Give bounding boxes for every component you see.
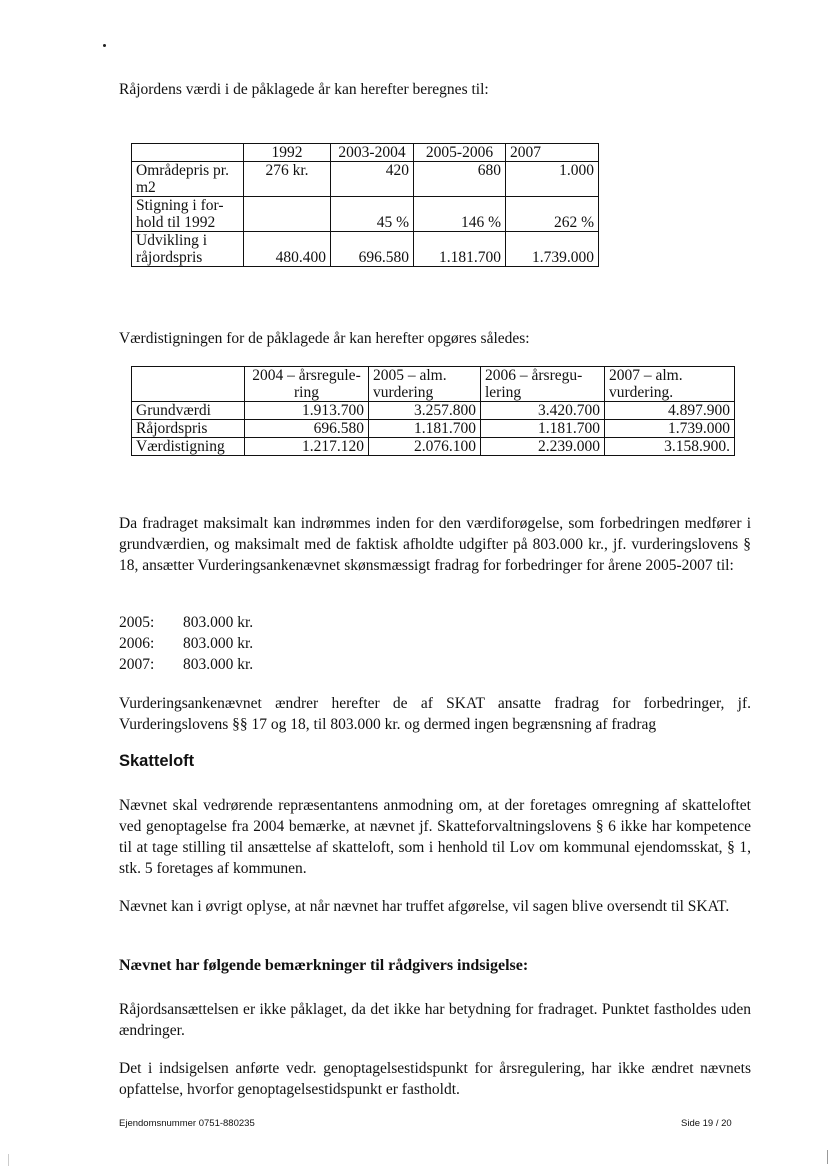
remarks-paragraph-1: Råjordsansættelsen er ikke påklaget, da det ikke har betydning for fradraget. Punktet fastholdes uden ændringer. [119,1001,751,1039]
list-item [119,633,253,654]
table-header: 2004 – årsregule-ring [245,367,369,402]
deduction-year: 2005: [119,614,155,631]
table-cell: 680 [414,162,506,197]
skatteloft-paragraph: Nævnet skal vedrørende repræsentantens anmodning om, at der foretages omregning af skatteloftet ved genoptagelse fra 2004 bemærke, at nævnet jf. Skatteforvaltningslovens § 6 ikke har kompetence til at tage stilling til ansættelse af skatteloft, som i henhold til Lov om kommunal ejendomsskat, § 1, stk. 5 foretages af kommunen. [119,797,751,877]
section-heading-skatteloft: Skatteloft [119,752,195,770]
table-cell: 1.913.700 [245,402,369,420]
table-row [132,367,735,402]
table-header: 2006 – årsregu-lering [481,367,605,402]
deduction-amount: 803.000 kr. [183,614,254,631]
scan-edge-mark [8,1154,9,1166]
list-item [119,654,253,675]
table-cell: 2.239.000 [481,438,605,456]
table-row [132,402,735,420]
table-cell: 1.739.000 [605,420,735,438]
row-label: Områdepris pr. m2 [132,162,244,197]
table-cell: 3.420.700 [481,402,605,420]
row-label: Udvikling i råjordspris [132,232,244,267]
table-cell: 1.181.700 [481,420,605,438]
table-cell: 1.181.700 [369,420,481,438]
table-cell: 1.217.120 [245,438,369,456]
table-cell: 1.181.700 [414,232,506,267]
table-cell: 2.076.100 [369,438,481,456]
table-header: 2007 – alm. vurdering. [605,367,735,402]
table-cell: 696.580 [331,232,414,267]
table-cell [132,367,245,402]
value-increase-table [131,366,735,456]
info-paragraph: Nævnet kan i øvrigt oplyse, at når nævnet har truffet afgørelse, vil sagen blive oversendt til SKAT. [119,898,730,915]
deduction-year: 2007: [119,656,155,673]
list-item [119,612,253,633]
row-label: Råjordspris [132,420,245,438]
row-label: Stigning i for-hold til 1992 [132,197,244,232]
table-row [132,162,599,197]
table-cell: 1.739.000 [506,232,599,267]
deduction-amount: 803.000 kr. [183,656,254,673]
decision-paragraph: Vurderingsankenævnet ændrer herefter de af SKAT ansatte fradrag for forbedringer, jf. Vurderingslovens §§ 17 og 18, til 803.000 kr. og dermed ingen begrænsning af fradrag [119,695,751,733]
table-cell [244,197,331,232]
table-header: 2003-2004 [331,144,414,162]
table-header: 1992 [244,144,331,162]
table-cell: 3.257.800 [369,402,481,420]
table-cell: 146 % [414,197,506,232]
table-cell: 262 % [506,197,599,232]
deduction-year: 2006: [119,635,155,652]
deduction-amount: 803.000 kr. [183,635,254,652]
table-row [132,144,599,162]
table-cell: 45 % [331,197,414,232]
table-cell: 276 kr. [244,162,331,197]
table-header: 2007 [506,144,599,162]
intro2-text: Værdistigningen for de påklagede år kan herefter opgøres således: [119,330,530,347]
table-cell: 420 [331,162,414,197]
intro-text: Råjordens værdi i de påklagede år kan herefter beregnes til: [119,81,489,98]
land-value-table [131,143,599,267]
table-row [132,438,735,456]
deduction-list [119,612,253,675]
table-cell: 4.897.900 [605,402,735,420]
table-header: 2005 – alm. vurdering [369,367,481,402]
footer-page-number: Side 19 / 20 [681,1118,732,1129]
table-cell: 1.000 [506,162,599,197]
table-cell: 696.580 [245,420,369,438]
section-heading-remarks: Nævnet har følgende bemærkninger til rådgivers indsigelse: [119,957,529,974]
remarks-paragraph-2: Det i indsigelsen anførte vedr. genoptagelsestidspunkt for årsregulering, har ikke ændret nævnets opfattelse, hvorfor genoptagelsestidspunkt er fastholdt. [119,1060,751,1098]
table-row [132,232,599,267]
scan-dot [103,44,106,47]
table-row [132,420,735,438]
table-cell: 480.400 [244,232,331,267]
scan-edge-mark [827,1150,828,1164]
deduction-paragraph: Da fradraget maksimalt kan indrømmes inden for den værdiforøgelse, som forbedringen medfører i grundværdien, og maksimalt med de faktisk afholdte udgifter på 803.000 kr., jf. vurderingslovens § 18, ansætter Vurderingsankenævnet skønsmæssigt fradrag for forbedringer for årene 2005-2007 til: [119,515,751,574]
table-cell [132,144,244,162]
row-label: Værdistigning [132,438,245,456]
row-label: Grundværdi [132,402,245,420]
table-header: 2005-2006 [414,144,506,162]
table-row [132,197,599,232]
table-cell: 3.158.900. [605,438,735,456]
footer-property-number: Ejendomsnummer 0751-880235 [119,1118,255,1129]
